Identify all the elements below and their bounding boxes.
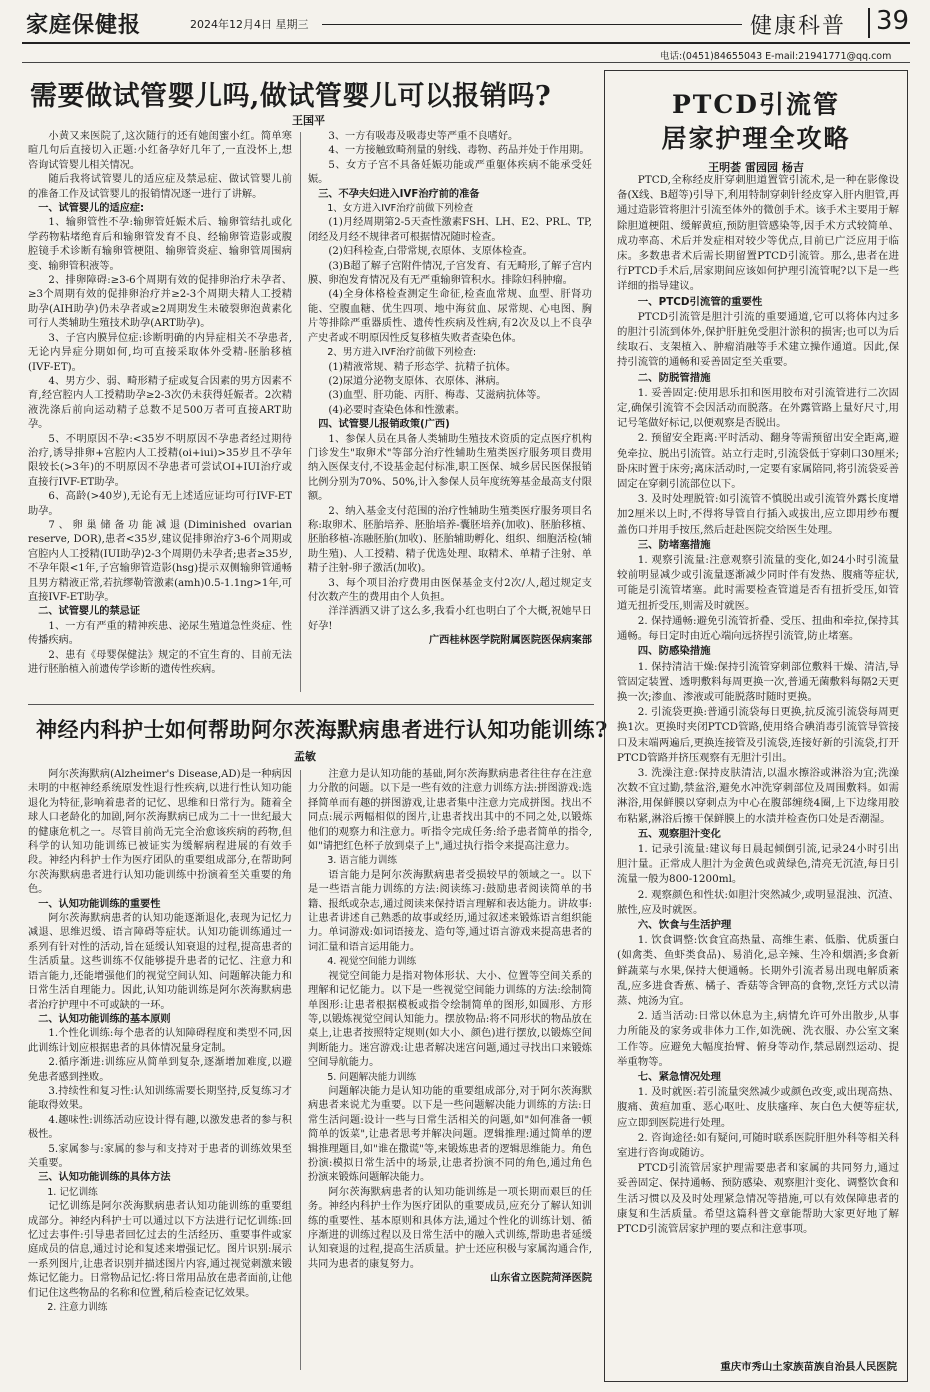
section-heading: 六、饮食与生活护理 [637,918,732,931]
paragraph: 5.家属参与:家属的参与和支持对于患者的训练效果至关重要。 [28,1143,292,1169]
paragraph: 4、男方少、弱、畸形精子症或复合因素的男方因素不育,经宫腔内人工授精助孕≥2-3次仍未获得妊娠者。2次精液洗涤后前向运动精子总数不足500万者可直接ART助孕。 [28,375,292,431]
paragraph: 1. 观察引流量:注意观察引流量的变化,如24小时引流量较前明显减少或引流量逐渐减少同时伴有发热、腹痛等症状,可能是引流管堵塞。此时需要检查管道是否有扭折受压,如管道无扭折受压,则需及时就医。 [617,554,899,612]
article3-box [604,70,908,1382]
paragraph: 2. 咨询途径:如有疑问,可随时联系医院肝胆外科等相关科室进行咨询或随访。 [617,1131,899,1159]
paragraph: PTCD引流管是胆汁引流的重要通道,它可以将体内过多的胆汁引流到体外,保护肝脏免受胆汁淤积的损害;也可以为后续取石、支架植入、肿瘤消融等手术建立操作通道。因此,保持引流管的通畅和妥善固定至关重要。 [617,310,899,369]
subsection-heading: 3. 语言能力训练 [327,855,397,867]
article1-column-right [308,130,592,698]
paragraph: 2. 预留安全距离:平时活动、翻身等需预留出安全距离,避免牵拉、脱出引流管。站立行走时,引流袋低于穿刺口30厘米;卧床时置于床旁;离床活动时,一定要有家属陪同,将引流袋妥善固定在穿刺引流部位以下。 [617,432,899,491]
section-heading: 四、防感染措施 [637,645,711,658]
article1-column-left [28,130,292,698]
paragraph: 7、卵巢储备功能减退(Diminished ovarian reserve, DOR),患者<35岁,建议促排卵治疗3-6个周期或宫腔内人工授精(IUI助孕)2-3个周期仍未孕者;患者≥35岁,不孕年限<1年,子宫输卵管造影(hsg)提示双侧输卵管通畅且男方精液正常,若抗缪勒管激素(amh)0.5-1.1ng>1年,可直接IVF-ET助孕。 [28,519,292,603]
issue-date: 2024年12月4日 星期三 [190,18,309,31]
paragraph: PTCD,全称经皮肝穿刺胆道置管引流术,是一种在影像设备(X线、B超等)引导下,利用特制穿刺针经皮穿入肝内胆管,再通过造影管将胆汁引流至体外的微创手术。该手术主要用于解除胆道梗阻、缓解黄疸,预防胆管感染等,因手术方式较简单、成功率高、术后并发症相对较少等优点,目前已广泛应用于临床。多数患者术后需长期留置PTCD引流管。那么,患者在进行PTCD手术后,居家期间应该如何护理引流管呢?以下是一些详细的指导建议。 [617,174,899,293]
section-heading: 一、PTCD引流管的重要性 [637,295,763,308]
header-rule-thin [22,62,910,63]
section-heading: 四、试管婴儿报销政策(广西) [318,419,450,431]
paper-name: 家庭保健报 [26,12,142,38]
page-number: 39 [876,6,910,36]
article2-column-left [28,768,292,1372]
section-heading: 一、认知功能训练的重要性 [38,898,161,910]
contact-info: 电话:(0451)84655043 E-mail:21941771@qq.com [660,51,892,62]
paragraph: 记忆训练是阿尔茨海默病患者认知功能训练的重要组成部分。神经内科护士可以通过以下方法进行记忆训练:回忆过去事件:引导患者回忆过去的生活经历、重要事件或家庭成员的信息,通过讨论和复述来增强记忆。图片识别:展示一系列图片,让患者识别并描述图片内容,通过视觉刺激来锻炼记忆能力。日常物品记忆:将日常用品放在患者面前,让他们记住这些物品的名称和位置,稍后检查记忆效果。 [28,1201,292,1299]
section-heading: 二、防脱管措施 [637,371,711,384]
paragraph: (4)全身体格检查测定生命征,检查血常规、血型、肝肾功能、空腹血糖、优生四项、地中海贫血、尿常规、心电图、胸片等排除严重器质性、遗传性疾病及性病,有2次及以上不良孕产史者或不明原因性反复移植失败者查染色体。 [308,289,592,344]
paragraph: 1.个性化训练:每个患者的认知障碍程度和类型不同,因此训练计划应根据患者的具体情况量身定制。 [28,1028,292,1054]
article2-column-right [308,768,592,1374]
paragraph: 4.趣味性:训练活动应设计得有趣,以激发患者的参与积极性。 [28,1114,292,1141]
paragraph: (1)月经周期第2-5天查性激素FSH、LH、E2、PRL、TP,闭经及月经不规律者可根据情况随时检查。 [308,217,592,243]
paragraph: (2)尿道分泌物支原体、衣原体、淋病。 [328,375,506,387]
masthead [22,6,910,40]
subsection-heading: 1. 记忆训练 [47,1186,98,1198]
paragraph: 2. 保持通畅:避免引流管折叠、受压、扭曲和牵拉,保持其通畅。每日定时由近心端向远挤捏引流管,防止堵塞。 [617,614,899,643]
section-heading: 五、观察胆汁变化 [637,827,721,840]
article2-author: 孟敏 [294,750,316,763]
subsection-heading: 1、女方进入IVF治疗前做下列检查 [327,203,473,215]
header-rule [22,42,910,44]
paragraph: 1、输卵管性不孕:输卵管妊娠术后、输卵管结扎或化学药物粘堵绝育后和输卵管发育不良、经输卵管造影或腹腔镜手术诊断有输卵管梗阻、输卵管炎症、输卵管周围病变、输卵管积液等。 [28,217,292,272]
subsection-heading: 2. 注意力训练 [47,1302,108,1314]
paragraph: 5、不明原因不孕:<35岁不明原因不孕患者经过期待治疗,诱导排卵+宫腔内人工授精(oi+iui)>35岁且不孕年限较长(>3年)的不明原因不孕患者可尝试OI+IUI治疗或直接行IVF-ET助孕。 [28,433,292,488]
paragraph: (4)必要时查染色体和性激素。 [328,404,466,416]
column-divider [300,770,301,1370]
paragraph: 1、参保人员在具备人类辅助生殖技术资质的定点医疗机构门诊发生"取卵术"等部分治疗性辅助生殖类医疗服务项目费用纳入医保支付,不设基金起付标准,职工医保、城乡居民医保报销比例分别为70%、50%,计入参保人员年度统筹基金最高支付限额。 [308,433,592,503]
paragraph: PTCD引流管居家护理需要患者和家属的共同努力,通过妥善固定、保持通畅、预防感染、观察胆汁变化、调整饮食和生活习惯以及及时处理紧急情况等措施,可以有效保障患者的康复和生活质量。希望这篇科普文章能帮助大家更好地了解PTCD引流管居家护理的要点和注意事项。 [617,1162,899,1236]
section-heading: 二、试管婴儿的禁忌证 [38,606,141,618]
section-heading: 七、紧急情况处理 [637,1070,721,1083]
paragraph: 1. 记录引流量:建议每日晨起倾倒引流,记录24小时引出胆汁量。正常成人胆汁为金黄色或黄绿色,清亮无沉渣,每日引流量一般为800-1200ml。 [617,842,899,886]
paragraph: 3. 及时处理脱管:如引流管不慎脱出或引流管外露长度增加2厘米以上时,不得将导管自行插入或拔出,应立即用纱布覆盖伤口并用手按压,然后赶赴医院交给医生处理。 [617,493,899,536]
article1-author: 王国平 [292,114,325,127]
paragraph: 1. 饮食调整:饮食宜高热量、高维生素、低脂、优质蛋白(如禽类、鱼虾类食品)、易消化,忌辛辣、生冷和烟酒;多食新鲜蔬菜与水果,保持大便通畅。长期外引流者易出现电解质紊乱,应多进食香蕉、橘子、香菇等含钾高的食物,烹饪方式以清蒸、炖汤为宜。 [617,934,899,1007]
paragraph: (1)精液常规、精子形态学、抗精子抗体。 [328,361,517,373]
paragraph: 2. 适当活动:日常以休息为主,病情允许可外出散步,从事力所能及的家务或非体力工作,如洗碗、洗衣服、办公室文案工作等。应避免大幅度抬臂、俯身等动作,禁忌剧烈运动、提举重物等。 [617,1010,899,1068]
section-heading: 三、不孕夫妇进入IVF治疗前的准备 [318,188,480,200]
article3-title-line2: 居家护理全攻略 [661,124,851,153]
article-divider [28,704,594,705]
paragraph: 2.循序渐进:训练应从简单到复杂,逐渐增加难度,以避免患者感到挫败。 [28,1057,292,1083]
section-heading: 三、认知功能训练的具体方法 [38,1172,171,1184]
paragraph: 1. 及时就医:若引流量突然减少或颜色改变,或出现高热、腹痛、黄疸加重、恶心呕吐、皮肤瘙痒、灰白色大便等症状,应立即到医院进行处理。 [617,1086,899,1129]
masthead-rule [322,24,742,25]
article3-signature: 重庆市秀山土家族苗族自治县人民医院 [720,1361,897,1373]
paragraph: 2、患有《母婴保健法》规定的不宜生育的、目前无法进行胚胎植入前遗传学诊断的遗传性疾病。 [28,649,292,676]
masthead-separator [868,8,870,38]
paragraph: 6、高龄(>40岁),无论有无上述适应证均可行IVF-ET助孕。 [28,491,292,517]
paragraph: (3)B超了解子宫附件情况,子宫发育、有无畸形,了解子宫内膜、卵泡发育情况及有无严重输卵管积水。排除妇科肿瘤。 [308,260,592,287]
article3-body [617,173,899,1295]
paragraph: 3.持续性和复习性:认知训练需要长期坚持,反复练习才能取得效果。 [28,1085,292,1112]
paragraph: 随后我将试管婴儿的适应症及禁忌症、做试管婴儿前的准备工作及试管婴儿的报销情况逐一进行了讲解。 [28,174,292,200]
paragraph: 2. 观察颜色和性状:如胆汁突然减少,或明显混浊、沉渣、脓性,应及时就医。 [617,888,899,916]
paragraph: 2. 引流袋更换:普通引流袋每日更换,抗反流引流袋每周更换1次。更换时夹闭PTCD管路,使用络合碘消毒引流管导管接口及末端两遍后,更换连接管及引流袋,连接好新的引流袋,打开PTCD管路并挤压观察有无胆汁引出。 [617,706,899,764]
article2-title: 神经内科护士如何帮助阿尔茨海默病患者进行认知功能训练? [36,717,608,742]
paragraph: 问题解决能力是认知功能的重要组成部分,对于阿尔茨海默病患者来说尤为重要。以下是一些问题解决能力训练的方法:日常生活问题:设计一些与日常生活相关的问题,如"如何准备一顿简单的饭菜",让患者思考并解决问题。逻辑推理:通过简单的逻辑推理题目,如"谁在撒谎"等,来锻炼患者的逻辑思维能力。角色扮演:模拟日常生活中的场景,让患者扮演不同的角色,通过角色扮演来锻炼问题解决能力。 [308,1085,592,1184]
paragraph: 5、女方子宫不具备妊娠功能或严重躯体疾病不能承受妊娠。 [308,159,592,186]
paragraph: 阿尔茨海默病患者的认知功能训练是一项长期而艰巨的任务。神经内科护士作为医疗团队的重要成员,应充分了解认知训练的重要性、基本原则和具体方法,通过个性化的训练计划、循序渐进的训练过程以及日常生活中的融入式训练,帮助患者延缓认知衰退的过程,提高生活质量。护士还应积极与家属沟通合作,共同为患者的康复努力。 [308,1186,592,1270]
paragraph: 1、一方有严重的精神疾患、泌尿生殖道急性炎症、性传播疾病。 [28,620,292,647]
section-name: 健康科普 [750,14,847,39]
paragraph: 语言能力是阿尔茨海默病患者受损较早的领域之一。以下是一些语言能力训练的方法:阅读练习:鼓励患者阅读简单的书籍、报纸或杂志,通过阅读来保持语言理解和表达能力。讲故事:让患者讲述自己熟悉的故事或经历,通过叙述来锻炼语言组织能力。单词游戏:如词语接龙、造句等,通过语言游戏来提高患者的词汇量和语言运用能力。 [308,869,592,953]
section-heading: 二、认知功能训练的基本原则 [38,1013,171,1025]
paragraph: 2、纳入基金支付范围的治疗性辅助生殖类医疗服务项目名称:取卵术、胚胎培养、胚胎培养-囊胚培养(加收)、胚胎移植、胚胎移植-冻融胚胎(加收)、胚胎辅助孵化、组织、细胞活检(辅助生殖)、人工授精、精子优选处理、取精术、单精子注射、单精子注射-卵子激活(加收)。 [308,505,592,575]
author-affiliation: 广西桂林医学院附属医院医保病案部 [429,635,592,647]
subsection-heading: 4. 视觉空间能力训练 [327,956,417,968]
paragraph: 3、每个项目治疗费用由医保基金支付2次/人,超过规定支付次数产生的费用由个人负担。 [308,577,592,603]
paragraph: 1. 妥善固定:使用思乐扣和医用胶布对引流管进行二次固定,确保引流管不会因活动而脱落。在外露管路上量好尺寸,用记号笔做好标记,以便观察是否脱出。 [617,386,899,430]
paragraph: 3、一方有吸毒及吸毒史等严重不良嗜好。 [328,131,519,142]
paragraph: (2)妇科检查,白带常规,衣原体、支原体检查。 [328,246,533,258]
column-divider [300,132,301,692]
paragraph: 洋洋洒洒又讲了这么多,我看小红也明白了个大概,祝她早日好孕! [308,606,592,632]
paragraph: (3)血型、肝功能、丙肝、梅毒、艾滋病抗体等。 [328,390,547,402]
article1-title: 需要做试管婴儿吗,做试管婴儿可以报销吗? [30,81,552,112]
article3-title-line1: PTCD引流管 [672,90,840,119]
paragraph: 3. 洗澡注意:保持皮肤清洁,以温水擦浴或淋浴为宜;洗澡次数不宜过勤,禁盆浴,避免水冲洗穿刺部位及周围敷料。如需淋浴,用保鲜膜以穿刺点为中心在腹部缠绕4圈,上下边缘用胶布粘紧,淋浴后擦干保鲜膜上的水渍并检查伤口处是否潮湿。 [617,766,899,825]
author-affiliation: 山东省立医院菏泽医院 [490,1273,592,1285]
paragraph: 阿尔茨海默病(Alzheimer's Disease,AD)是一种病因未明的中枢神经系统原发性退行性疾病,以进行性认知功能退化为特征,影响着患者的记忆、思维和日常行为。随着全球人口老龄化的加剧,阿尔茨海默病已成为二十一世纪最大的健康危机之一。尽管目前尚无完全治愈该疾病的药物,但科学的认知功能训练已被证实为缓解病程进展的有效手段。神经内科护士作为医疗团队的重要组成部分,在帮助阿尔茨海默病患者进行认知功能训练中扮演着至关重要的角色。 [28,769,292,896]
paragraph: 注意力是认知功能的基础,阿尔茨海默病患者往往存在注意力分散的问题。以下是一些有效的注意力训练方法:拼图游戏:选择简单而有趣的拼图游戏,让患者集中注意力完成拼图。找出不同点:展示两幅相似的图片,让患者找出其中的不同之处,以锻炼他们的观察力和注意力。听指令完成任务:给予患者简单的指令,如"请把红色杯子放到桌子上",通过执行指令来提高注意力。 [308,769,592,853]
paragraph: 小黄又来医院了,这次随行的还有她闺蜜小红。简单寒暄几句后直接切入正题:小红备孕好几年了,一直没怀上,想咨询试管婴儿相关情况。 [28,131,292,171]
section-heading: 三、防堵塞措施 [637,538,711,551]
paragraph: 视觉空间能力是指对物体形状、大小、位置等空间关系的理解和记忆能力。以下是一些视觉空间能力训练的方法:绘制简单图形:让患者根据模板或指令绘制简单的图形,如圆形、方形等,以锻炼视觉空间认知能力。摆放物品:将不同形状的物品放在桌上,让患者按照特定规则(如大小、颜色)进行摆放,以锻炼空间判断能力。迷宫游戏:让患者解决迷宫问题,通过寻找出口来锻炼空间导航能力。 [308,970,592,1069]
section-heading: 一、试管婴儿的适应症: [38,203,145,215]
paragraph: 阿尔茨海默病患者的认知功能逐渐退化,表现为记忆力减退、思维迟缓、语言障碍等症状。认知功能训练通过一系列有针对性的活动,旨在延缓认知衰退的过程,提高患者的生活质量。这些训练不仅能够提升患者的记忆、注意力和语言能力,还能增强他们的视觉空间认知、问题解决能力和日常生活自理能力。因此,认知功能训练是阿尔茨海默病患者治疗护理中不可或缺的一环。 [28,913,292,1011]
paragraph: 1. 保持清洁干燥:保持引流管穿刺部位敷料干燥、清洁,导管固定装置、透明敷料每周更换一次,普通无菌敷料每隔2天更换一次;渗血、渗液或可能脱落时随时更换。 [617,660,899,703]
paragraph: 4、一方接触致畸剂量的射线、毒物、药品并处于作用期。 [328,145,590,157]
subsection-heading: 5. 问题解决能力训练 [327,1071,417,1083]
subsection-heading: 2、男方进入IVF治疗前做下列检查: [327,347,477,359]
paragraph: 2、排卵障碍:≥3-6个周期有效的促排卵治疗未孕者、≥3个周期有效的促排卵治疗并≥2-3个周期夫精人工授精助孕(AIH助孕)仍未孕者或≥2周期发生未破裂卵泡黄素化可行人类辅助生殖技术助孕(ART助孕)。 [28,275,292,330]
paragraph: 3、子宫内膜异位症:诊断明确的内异症相关不孕患者,无论内异症分期如何,均可直接采取体外受精-胚胎移植(IVF-ET)。 [28,332,292,373]
article3-authors: 王明荟 雷园园 杨吉 [708,161,804,174]
